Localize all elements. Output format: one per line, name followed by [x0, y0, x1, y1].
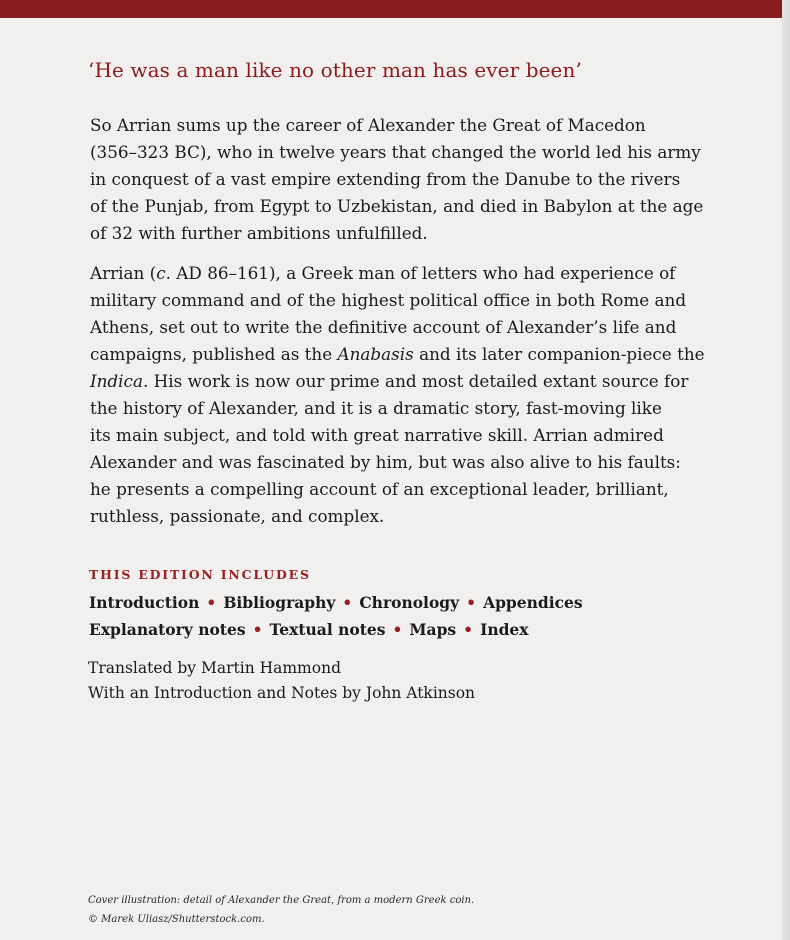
- paragraph-intro: [90, 112, 720, 247]
- edition-item: Introduction: [89, 593, 200, 612]
- paragraph-line: So Arrian sums up the career of Alexander the Great of Macedon: [90, 115, 646, 135]
- text-run: and its later companion-piece the: [413, 344, 705, 364]
- text-run: AD 86–161), a Greek man of letters who had experience of: [170, 263, 676, 283]
- copyright-credit: © Marek Uliasz/Shutterstock.com.: [88, 914, 265, 925]
- italic-title: Indica: [90, 371, 143, 391]
- edition-item: Chronology: [359, 593, 460, 612]
- bullet-separator: •: [252, 620, 263, 639]
- paragraph-line: in conquest of a vast empire extending from the Danube to the rivers: [90, 169, 681, 189]
- headline-quote: ‘He was a man like no other man has ever been’: [88, 58, 582, 82]
- text-run: Arrian (: [90, 263, 157, 283]
- italic-text: c.: [156, 263, 171, 283]
- paragraph-line: of 32 with further ambitions unfulfilled.: [90, 223, 428, 243]
- bullet-separator: •: [392, 620, 403, 639]
- edition-includes-heading: THIS EDITION INCLUDES: [89, 567, 311, 582]
- italic-title: Anabasis: [337, 344, 414, 364]
- edition-item: Maps: [409, 620, 457, 639]
- paragraph-line: [90, 341, 720, 368]
- paragraph-line: military command and of the highest political office in both Rome and: [90, 290, 687, 310]
- edition-item: Explanatory notes: [89, 620, 246, 639]
- text-run: . His work is now our prime and most detailed extant source for: [142, 371, 689, 391]
- cover-illustration-credit: Cover illustration: detail of Alexander the Great, from a modern Greek coin.: [88, 895, 475, 906]
- bullet-separator: •: [466, 593, 477, 612]
- edition-includes-row: [89, 620, 529, 639]
- notes-credit: With an Introduction and Notes by John Atkinson: [88, 684, 476, 702]
- paragraph-line: (356–323 BC), who in twelve years that changed the world led his army: [90, 142, 701, 162]
- paragraph-line: its main subject, and told with great narrative skill. Arrian admired: [90, 425, 664, 445]
- paragraph-line: [90, 368, 720, 395]
- top-color-band: [0, 0, 790, 18]
- translator-credit: Translated by Martin Hammond: [88, 659, 341, 677]
- paragraph-line: ruthless, passionate, and complex.: [90, 506, 385, 526]
- edition-item: Appendices: [483, 593, 583, 612]
- bullet-separator: •: [463, 620, 474, 639]
- paragraph-line: Athens, set out to write the definitive account of Alexander’s life and: [90, 317, 677, 337]
- edition-item: Index: [480, 620, 529, 639]
- paragraph-line: the history of Alexander, and it is a dramatic story, fast-moving like: [90, 398, 662, 418]
- paragraph-arrian: [90, 260, 720, 530]
- paragraph-line: of the Punjab, from Egypt to Uzbekistan, and died in Babylon at the age: [90, 196, 704, 216]
- paragraph-line: he presents a compelling account of an exceptional leader, brilliant,: [90, 479, 669, 499]
- text-run: campaigns, published as the: [90, 344, 338, 364]
- paragraph-line: Alexander and was fascinated by him, but was also alive to his faults:: [90, 452, 681, 472]
- edition-item: Bibliography: [223, 593, 336, 612]
- bullet-separator: •: [206, 593, 217, 612]
- paragraph-line: [90, 260, 720, 287]
- page-edge: [782, 0, 790, 940]
- edition-item: Textual notes: [269, 620, 386, 639]
- edition-includes-row: [89, 593, 583, 612]
- bullet-separator: •: [342, 593, 353, 612]
